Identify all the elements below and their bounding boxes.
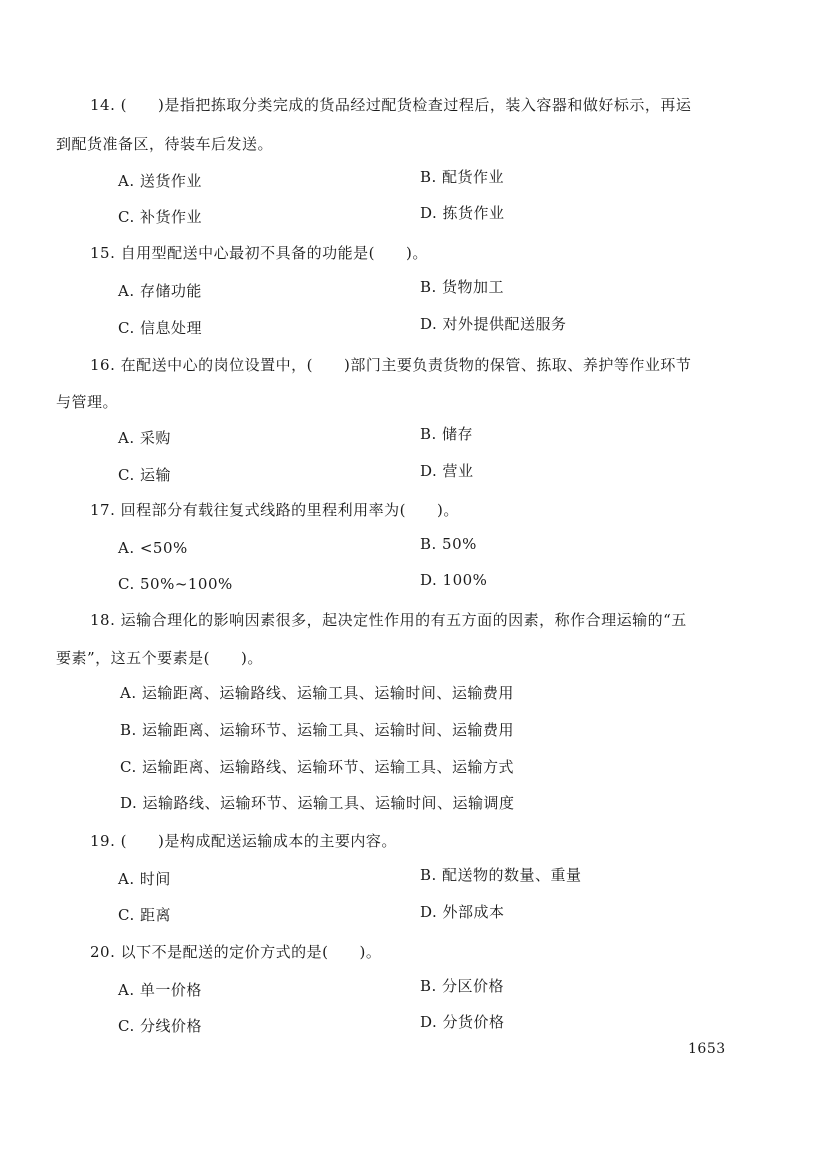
question-16-stem-continued: 与管理。 (56, 393, 119, 411)
question-20-option-b: B. 分区价格 (420, 977, 505, 995)
question-18-option-b: B. 运输距离、运输环节、运输工具、运输时间、运输费用 (120, 721, 515, 739)
question-20-option-a: A. 单一价格 (118, 981, 202, 999)
question-15-stem: 15. 自用型配送中心最初不具备的功能是( )。 (90, 244, 428, 262)
question-17-stem: 17. 回程部分有载往复式线路的里程利用率为( )。 (90, 501, 459, 519)
question-17-option-d: D. 100% (420, 571, 488, 589)
question-14-option-c: C. 补货作业 (118, 208, 202, 226)
question-19-stem: 19. ( )是构成配送运输成本的主要内容。 (90, 832, 397, 850)
question-19-option-d: D. 外部成本 (420, 903, 505, 921)
question-18-option-d: D. 运输路线、运输环节、运输工具、运输时间、运输调度 (120, 794, 515, 812)
question-17-option-c: C. 50%~100% (118, 575, 233, 593)
question-14-stem-continued: 到配货准备区，待装车后发送。 (56, 135, 274, 153)
question-14-stem: 14. ( )是指把拣取分类完成的货品经过配货检查过程后，装入容器和做好标示，再运 (90, 96, 692, 114)
page-number: 1653 (688, 1041, 726, 1057)
question-20-option-d: D. 分货价格 (420, 1013, 505, 1031)
question-19-option-b: B. 配送物的数量、重量 (420, 866, 582, 884)
question-20-option-c: C. 分线价格 (118, 1017, 202, 1035)
question-18-option-c: C. 运输距离、运输路线、运输环节、运输工具、运输方式 (120, 758, 514, 776)
question-16-stem: 16. 在配送中心的岗位设置中，( )部门主要负责货物的保管、拣取、养护等作业环节 (90, 356, 692, 374)
question-15-option-b: B. 货物加工 (420, 278, 505, 296)
question-16-option-d: D. 营业 (420, 462, 474, 480)
question-15-option-c: C. 信息处理 (118, 319, 202, 337)
question-15-option-d: D. 对外提供配送服务 (420, 315, 567, 333)
question-15-option-a: A. 存储功能 (118, 282, 202, 300)
question-14-option-d: D. 拣货作业 (420, 204, 505, 222)
question-18-option-a: A. 运输距离、运输路线、运输工具、运输时间、运输费用 (120, 684, 514, 702)
question-16-option-c: C. 运输 (118, 466, 171, 484)
question-16-option-a: A. 采购 (118, 429, 171, 447)
question-19-option-c: C. 距离 (118, 906, 171, 924)
question-16-option-b: B. 储存 (420, 425, 474, 443)
question-14-option-a: A. 送货作业 (118, 172, 202, 190)
question-17-option-b: B. 50% (420, 535, 477, 553)
question-17-option-a: A. <50% (118, 539, 188, 557)
question-19-option-a: A. 时间 (118, 870, 171, 888)
question-18-stem-continued: 要素”，这五个要素是( )。 (56, 649, 263, 667)
question-14-option-b: B. 配货作业 (420, 168, 505, 186)
question-18-stem: 18. 运输合理化的影响因素很多，起决定性作用的有五方面的因素，称作合理运输的“五 (90, 611, 687, 629)
question-20-stem: 20. 以下不是配送的定价方式的是( )。 (90, 943, 382, 961)
